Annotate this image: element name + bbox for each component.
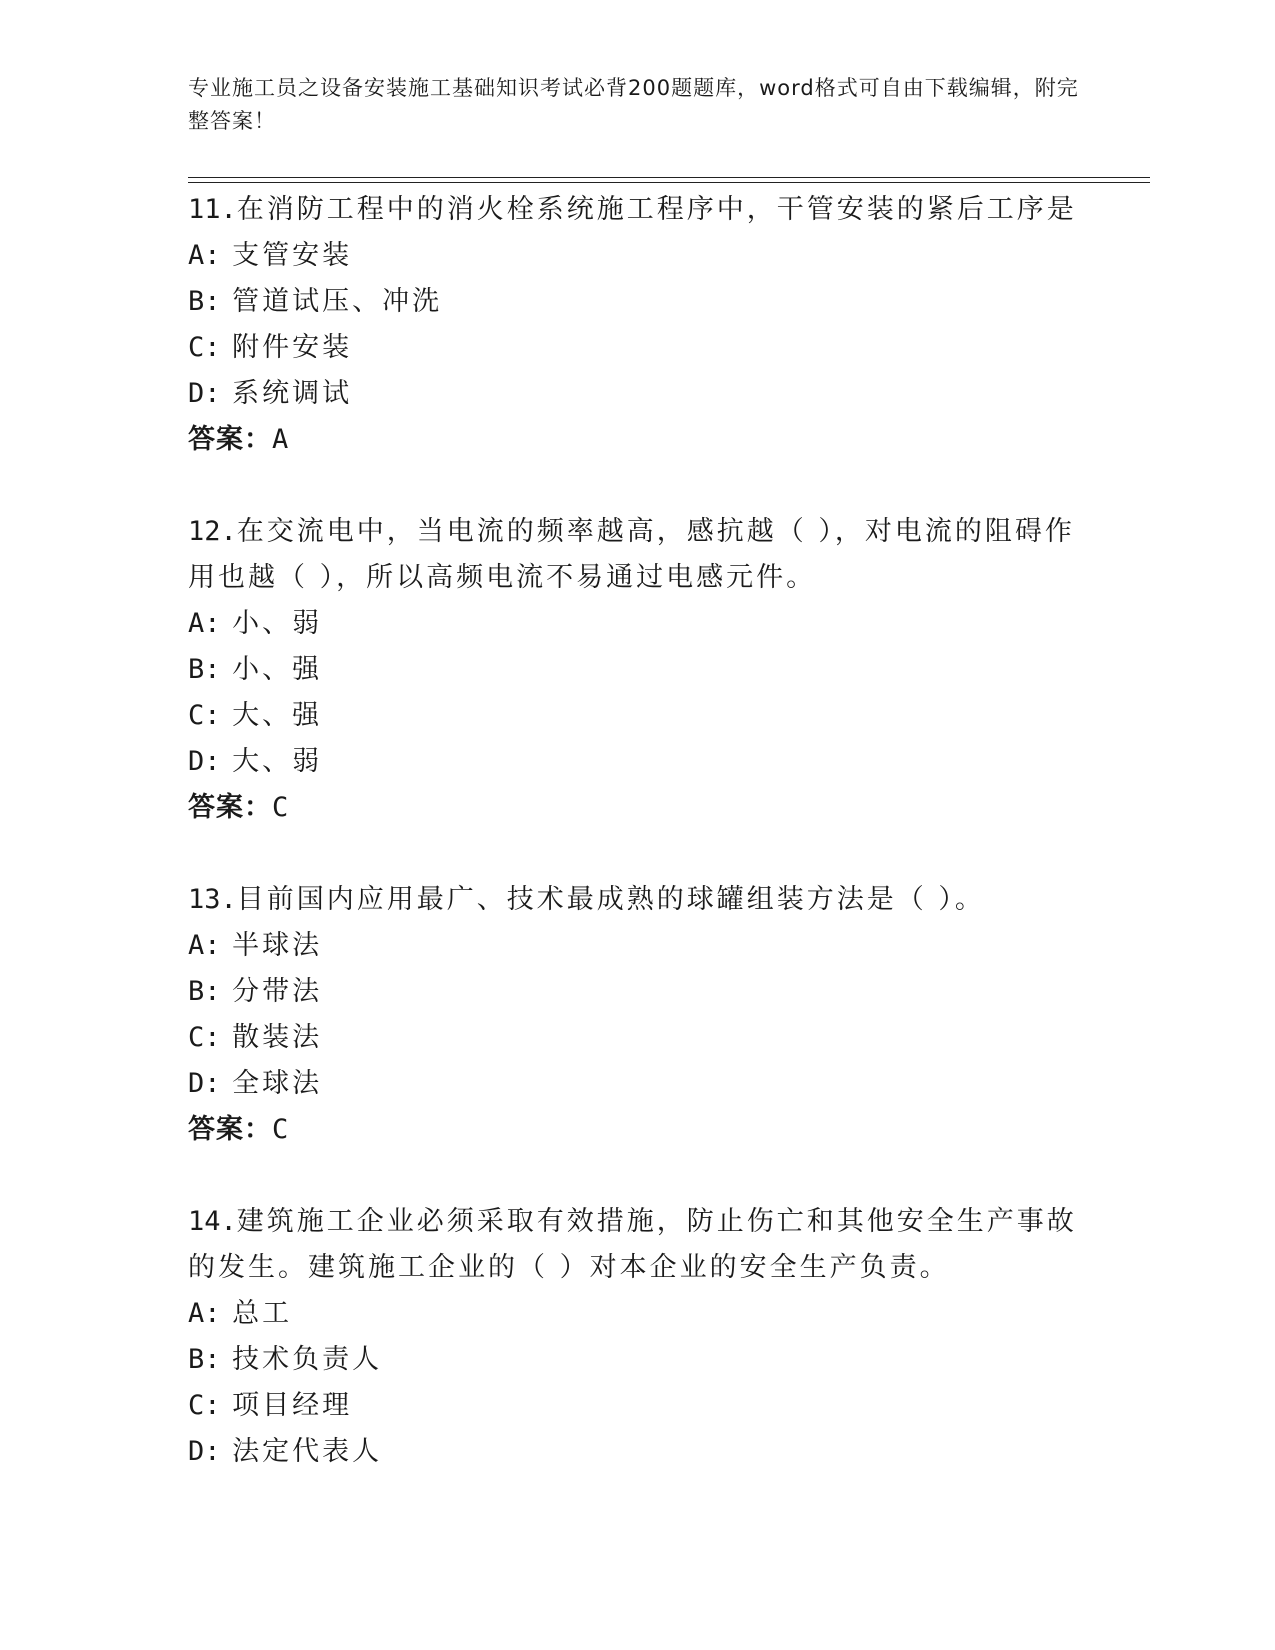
option-letter: C: bbox=[188, 1390, 221, 1421]
option-letter: B: bbox=[188, 286, 221, 317]
option-b bbox=[188, 279, 1088, 325]
answer-value: C bbox=[272, 792, 290, 823]
question-number: 13. bbox=[188, 884, 237, 915]
answer-label: 答案： bbox=[188, 1114, 272, 1145]
question-text bbox=[188, 509, 1088, 601]
option-text: 项目经理 bbox=[232, 1390, 353, 1421]
option-b bbox=[188, 969, 1088, 1015]
option-c bbox=[188, 325, 1088, 371]
option-letter: D: bbox=[188, 1068, 221, 1099]
header-divider-top bbox=[188, 177, 1150, 178]
question-text bbox=[188, 877, 1088, 923]
question-stem: 在交流电中，当电流的频率越高，感抗越（ ），对电流的阻碍作用也越（ ），所以高频电流不易通过电感元件。 bbox=[188, 516, 1075, 593]
answer-label: 答案： bbox=[188, 424, 272, 455]
answer-line bbox=[188, 417, 1088, 463]
option-d bbox=[188, 1061, 1088, 1107]
answer-label: 答案： bbox=[188, 792, 272, 823]
question-stem: 建筑施工企业必须采取有效措施，防止伤亡和其他安全生产事故的发生。建筑施工企业的（ ）对本企业的安全生产负责。 bbox=[188, 1206, 1077, 1283]
option-text: 总工 bbox=[232, 1298, 293, 1329]
question-number: 11. bbox=[188, 194, 237, 225]
question-text bbox=[188, 187, 1088, 233]
question-list bbox=[188, 187, 1088, 1521]
question-14 bbox=[188, 1199, 1088, 1475]
option-letter: A: bbox=[188, 930, 221, 961]
question-stem: 在消防工程中的消火栓系统施工程序中，干管安装的紧后工序是 bbox=[236, 194, 1077, 225]
option-text: 半球法 bbox=[232, 930, 323, 961]
option-b bbox=[188, 1337, 1088, 1383]
option-a bbox=[188, 601, 1088, 647]
option-letter: A: bbox=[188, 1298, 221, 1329]
answer-value: A bbox=[272, 424, 290, 455]
option-d bbox=[188, 739, 1088, 785]
option-text: 管道试压、冲洗 bbox=[232, 286, 443, 317]
option-text: 大、弱 bbox=[232, 746, 323, 777]
option-letter: C: bbox=[188, 700, 221, 731]
option-a bbox=[188, 923, 1088, 969]
option-text: 散装法 bbox=[232, 1022, 323, 1053]
option-letter: C: bbox=[188, 1022, 221, 1053]
option-b bbox=[188, 647, 1088, 693]
question-stem: 目前国内应用最广、技术最成熟的球罐组装方法是（ ）。 bbox=[236, 884, 985, 915]
question-12 bbox=[188, 509, 1088, 831]
option-a bbox=[188, 1291, 1088, 1337]
question-13 bbox=[188, 877, 1088, 1153]
answer-line bbox=[188, 1107, 1088, 1153]
option-letter: A: bbox=[188, 240, 221, 271]
option-text: 全球法 bbox=[232, 1068, 323, 1099]
option-d bbox=[188, 371, 1088, 417]
question-number: 12. bbox=[188, 516, 237, 547]
question-number: 14. bbox=[188, 1206, 237, 1237]
option-a bbox=[188, 233, 1088, 279]
option-letter: B: bbox=[188, 654, 221, 685]
option-d bbox=[188, 1429, 1088, 1475]
option-text: 小、强 bbox=[232, 654, 323, 685]
option-text: 法定代表人 bbox=[232, 1436, 383, 1467]
option-letter: D: bbox=[188, 378, 221, 409]
option-text: 小、弱 bbox=[232, 608, 323, 639]
option-text: 大、强 bbox=[232, 700, 323, 731]
answer-value: C bbox=[272, 1114, 290, 1145]
option-letter: A: bbox=[188, 608, 221, 639]
option-letter: D: bbox=[188, 1436, 221, 1467]
option-letter: B: bbox=[188, 1344, 221, 1375]
option-text: 系统调试 bbox=[232, 378, 353, 409]
option-c bbox=[188, 1383, 1088, 1429]
document-title: 专业施工员之设备安装施工基础知识考试必背200题题库，word格式可自由下载编辑，附完整答案！ bbox=[188, 76, 1079, 133]
option-text: 技术负责人 bbox=[232, 1344, 383, 1375]
option-letter: B: bbox=[188, 976, 221, 1007]
option-c bbox=[188, 1015, 1088, 1061]
option-letter: D: bbox=[188, 746, 221, 777]
option-letter: C: bbox=[188, 332, 221, 363]
question-text bbox=[188, 1199, 1088, 1291]
answer-line bbox=[188, 785, 1088, 831]
question-11 bbox=[188, 187, 1088, 463]
option-text: 分带法 bbox=[232, 976, 323, 1007]
header-divider-bottom bbox=[188, 182, 1150, 183]
document-header bbox=[188, 72, 1088, 138]
option-text: 附件安装 bbox=[232, 332, 353, 363]
option-c bbox=[188, 693, 1088, 739]
option-text: 支管安装 bbox=[232, 240, 353, 271]
